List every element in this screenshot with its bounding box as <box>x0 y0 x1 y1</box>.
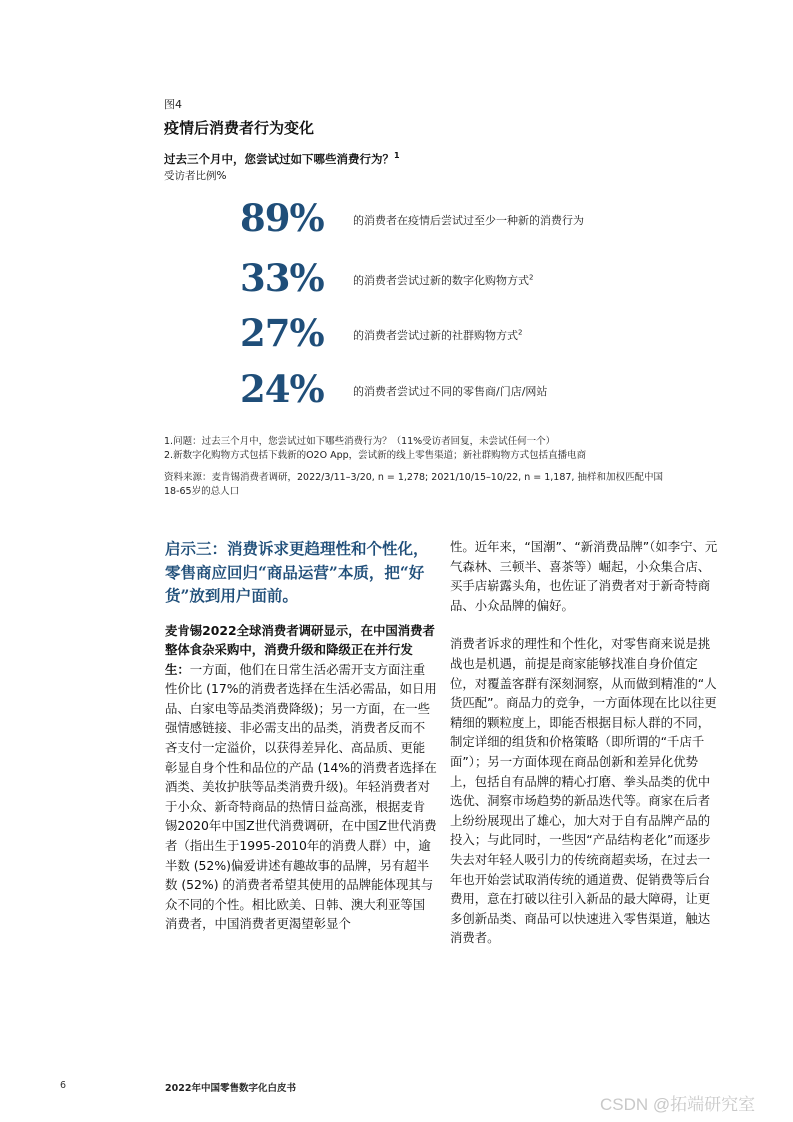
footnote-ref: 1 <box>394 151 400 161</box>
stat-text: 的消费者在疫情后尝试过至少一种新的消费行为 <box>353 214 584 227</box>
paragraph: 消费者诉求的理性和个性化，对零售商来说是挑战也是机遇，前提是商家能够找准自身价值定位，对覆盖客群有深刻洞察，从而做到精准的“人货匹配”。商品力的竞争，一方面体现在比以往更精细的颗粒度上，即能否根据目标人群的不同，制定详细的组货和价格策略（即所谓的“千店千面”）；另一方面体现在商品创新和差异化优势上，包括自有品牌的精心打磨、拳头品类的优中选优、洞察市场趋势的新品迭代等。商家在后者上纷纷展现出了雄心，加大对于自有品牌产品的投入；与此同时，一些因“产品结构老化”而逐步失去对年轻人吸引力的传统商超卖场，在过去一年也开始尝试取消传统的通道费、促销费等后台费用，意在打破以往引入新品的最大障碍，让更多创新品类、商品可以快速进入零售渠道，触达消费者。 <box>450 636 717 946</box>
stat-description <box>353 383 547 399</box>
footer-title: 2022年中国零售数字化白皮书 <box>165 1083 296 1094</box>
stat-row <box>160 256 640 312</box>
watermark: CSDN @拓端研究室 <box>600 1095 756 1114</box>
survey-question <box>164 151 400 167</box>
footnote-ref: 2 <box>518 328 523 337</box>
respondent-label: 受访者比例% <box>164 170 227 182</box>
stat-description <box>353 212 584 228</box>
stat-description <box>353 327 522 343</box>
stat-row <box>160 196 640 252</box>
figure-notes <box>164 435 654 462</box>
stat-text: 的消费者尝试过不同的零售商/门店/网站 <box>353 385 548 398</box>
note-1: 1.问题：过去三个月中，您尝试过如下哪些消费行为？（11%受访者回复，未尝试任何一个） <box>164 436 556 447</box>
stat-row <box>160 311 640 367</box>
stat-value: 27% <box>240 311 324 355</box>
stat-value: 33% <box>240 256 324 300</box>
paragraph <box>165 621 437 935</box>
stat-text: 的消费者尝试过新的社群购物方式 <box>353 329 518 342</box>
page-number: 6 <box>60 1080 67 1091</box>
stat-value: 89% <box>240 196 324 240</box>
stat-text: 的消费者尝试过新的数字化购物方式 <box>353 274 529 287</box>
note-2: 2.新数字化购物方式包括下载新的O2O App，尝试新的线上零售渠道；新社群购物方式包括直播电商 <box>164 449 587 461</box>
paragraph: 性。近年来，“国潮”、“新消费品牌”（如李宁、元气森林、三顿半、喜茶等）崛起，小众集合店、买手店崭露头角，也佐证了消费者对于新奇特商品、小众品牌的偏好。 <box>450 539 718 613</box>
section-heading: 启示三：消费诉求更趋理性和个性化，零售商应回归“商品运营”本质，把“好货”放到用户面前。 <box>165 539 429 605</box>
article-left-column <box>165 537 437 953</box>
stat-value: 24% <box>240 367 324 411</box>
source-note: 资料来源：麦肯锡消费者调研，2022/3/11–3/20, n = 1,278; 2021/10/15–10/22, n = 1,187, 抽样和加权匹配中国18-65岁的总人口 <box>164 472 663 497</box>
paragraph-lead: 麦肯锡2022全球消费者调研显示，在中国消费者整体食杂采购中，消费升级和降级正在并行发生： <box>165 622 435 677</box>
article-right-column <box>450 537 720 967</box>
stat-description <box>353 272 533 288</box>
paragraph-body: 一方面，他们在日常生活必需开支方面注重性价比 (17%的消费者选择在生活必需品，如日用品、白家电等品类消费降级)；另一方面，在一些强情感链接、非必需支出的品类，消费者反而不吝支付一定溢价，以获得差异化、高品质、更能彰显自身个性和品位的产品 (14%的消费者选择在酒类、美妆护肤等品类消费升级)。年轻消费者对于小众、新奇特商品的热情日益高涨，根据麦肯锡2020年中国Z世代消费调研，在中国Z世代消费者（指出生于1995-2010年的消费人群）中，逾半数 (52%)偏爱讲述有趣故事的品牌，另有超半数 (52%) 的消费者希望其使用的品牌能体现其与众不同的个性。相比欧美、日韩、澳大利亚等国消费者，中国消费者更渴望彰显个 <box>165 661 437 932</box>
figure-label: 图4 <box>164 98 182 111</box>
survey-question-text: 过去三个月中，您尝试过如下哪些消费行为？ <box>164 152 394 166</box>
stat-row <box>160 367 640 423</box>
figure-title: 疫情后消费者行为变化 <box>164 119 315 137</box>
footnote-ref: 2 <box>529 273 534 282</box>
